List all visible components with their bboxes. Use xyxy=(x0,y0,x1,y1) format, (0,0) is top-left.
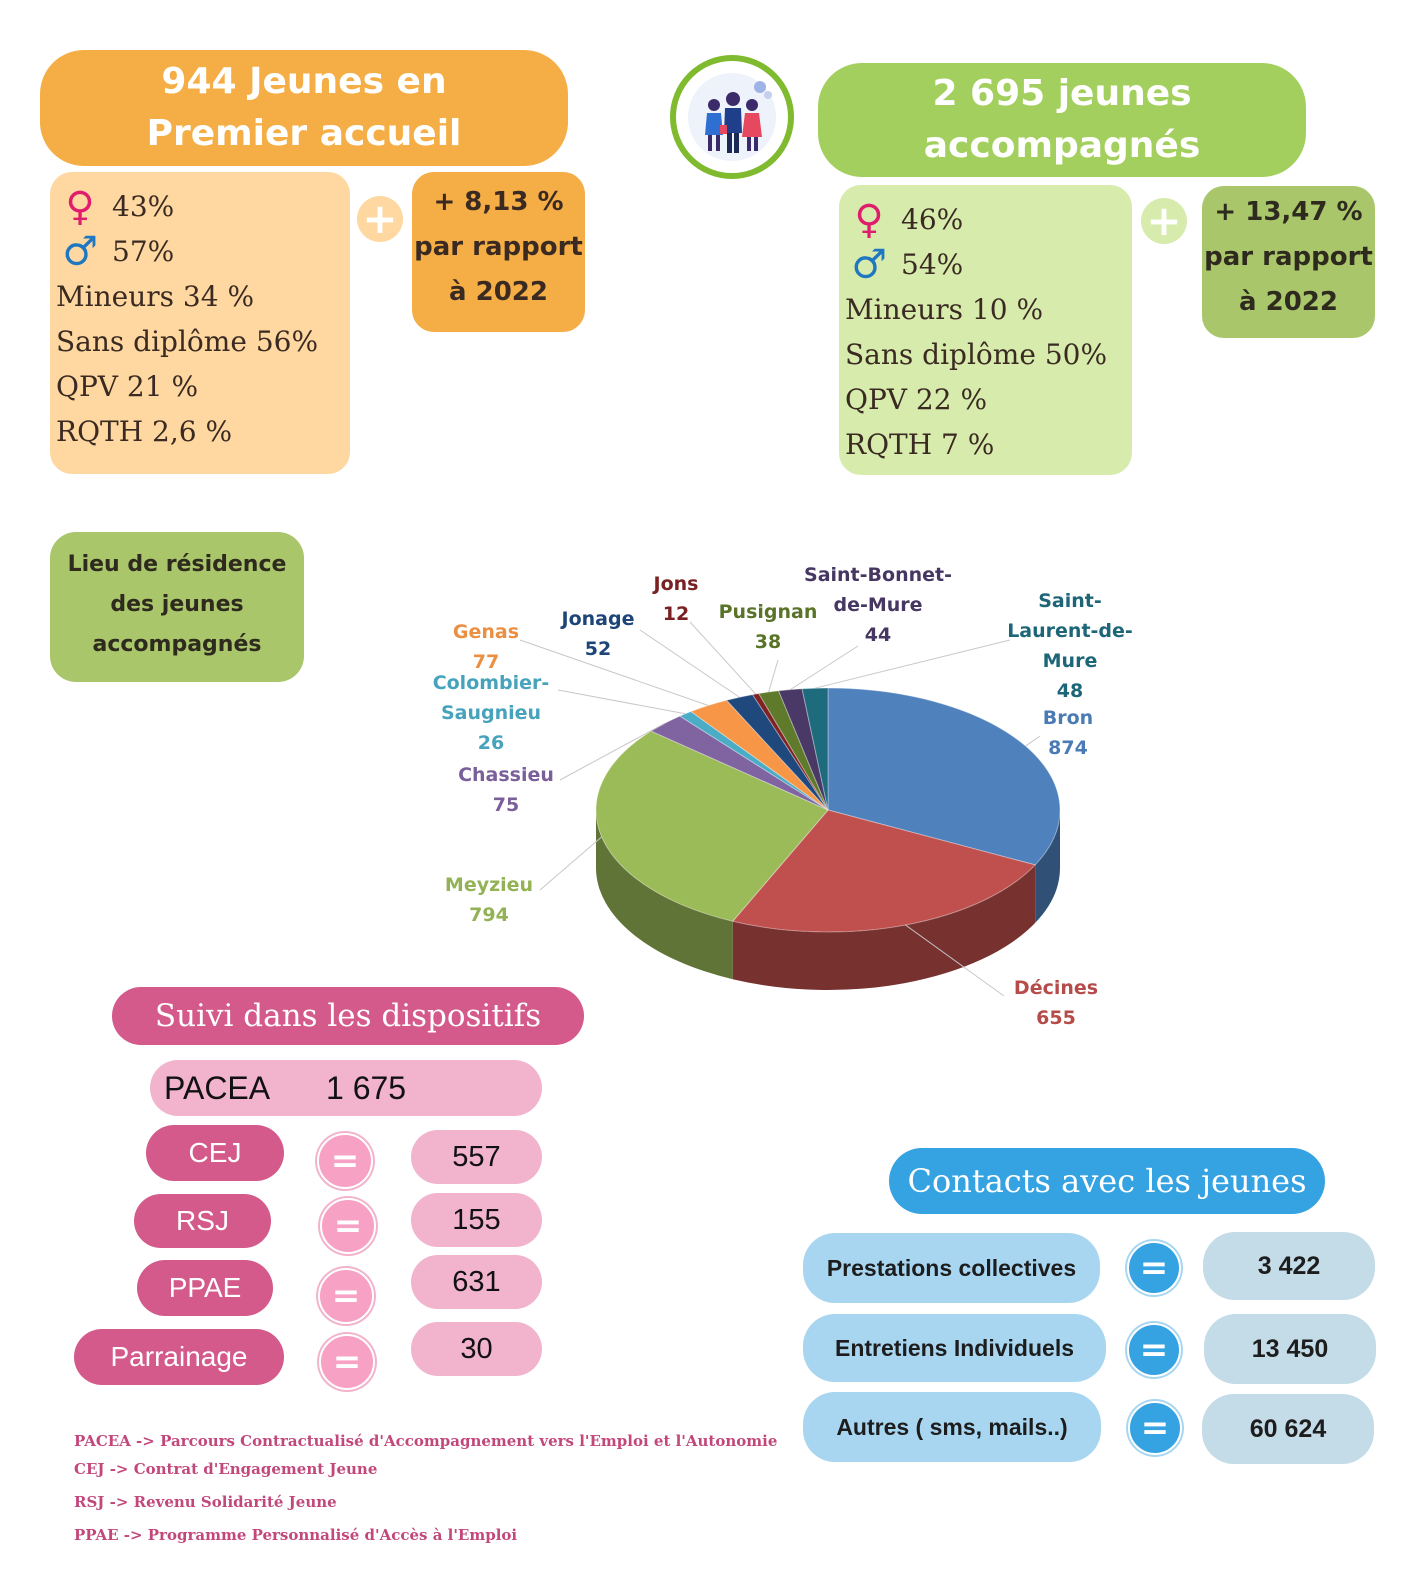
equals-circle-icon: = xyxy=(319,1334,375,1390)
equals-circle-icon: = xyxy=(320,1198,376,1254)
contact-autres-label: Autres ( sms, mails..) xyxy=(803,1392,1101,1462)
accompagnes-stat-rqth: RQTH 7 % xyxy=(845,428,995,461)
pie-label-chassieu: Chassieu 75 xyxy=(458,764,554,816)
accompagnes-title-line2: accompagnés xyxy=(923,125,1201,166)
accompagnes-stat-diplome: Sans diplôme 50% xyxy=(845,338,1108,371)
pie-leader-meyzieu xyxy=(540,837,602,890)
accueil-stat-mineurs: Mineurs 34 % xyxy=(56,280,255,313)
accompagnes-male-pct: 54% xyxy=(901,248,964,281)
pacea-value: 1 675 xyxy=(326,1069,407,1106)
equals-circle-icon: = xyxy=(317,1133,373,1189)
accueil-title xyxy=(40,50,568,166)
female-symbol-icon: ♀ xyxy=(65,182,95,230)
accueil-growth-line3: à 2022 xyxy=(449,277,548,307)
glossary-pacea: PACEA -> Parcours Contractualisé d'Accompagnement vers l'Emploi et l'Autonomie xyxy=(74,1432,778,1450)
accompagnes-growth-box xyxy=(1202,186,1375,338)
pie-label-bron: Bron 874 xyxy=(1042,707,1094,759)
accompagnes-growth-line3: à 2022 xyxy=(1239,287,1338,317)
accueil-female-row xyxy=(56,184,344,229)
plus-circle-icon: + xyxy=(1141,198,1187,244)
accueil-growth-line2: par rapport xyxy=(414,232,583,262)
accompagnes-female-row xyxy=(845,197,1126,242)
pie-label-genas: Genas 77 xyxy=(452,621,520,673)
glossary-cej: CEJ -> Contrat d'Engagement Jeune xyxy=(74,1460,378,1478)
accueil-growth-value: + 8,13 % xyxy=(433,187,564,217)
residence-label-line2: des jeunes xyxy=(110,592,244,617)
accompagnes-stats-box xyxy=(839,185,1132,475)
contacts-title: Contacts avec les jeunes xyxy=(889,1148,1325,1214)
people-group-icon xyxy=(670,55,794,179)
equals-circle-icon: = xyxy=(318,1268,374,1324)
pie-label-jons: Jons 12 xyxy=(653,573,699,625)
pie-leader-colombier-saugnieu xyxy=(558,690,685,714)
ppae-value: 631 xyxy=(411,1255,542,1309)
pie-label-colombier-saugnieu: Colombier-Saugnieu 26 xyxy=(432,672,550,754)
accompagnes-female-pct: 46% xyxy=(901,203,964,236)
contact-autres-value: 60 624 xyxy=(1202,1394,1374,1464)
residence-label-line1: Lieu de résidence xyxy=(67,552,287,577)
plus-circle-icon: + xyxy=(357,196,403,242)
accueil-male-pct: 57% xyxy=(112,235,175,268)
accueil-female-pct: 43% xyxy=(112,190,175,223)
pie-label-meyzieu: Meyzieu 794 xyxy=(444,874,534,926)
rsj-label: RSJ xyxy=(134,1194,271,1248)
pie-leader-jons xyxy=(690,622,756,694)
parrainage-label: Parrainage xyxy=(74,1329,284,1385)
contact-entretiens-value: 13 450 xyxy=(1204,1314,1376,1384)
accueil-stat-qpv: QPV 21 % xyxy=(56,370,199,403)
pie-label-saint-bonnet-de-mure: Saint-Bonnet-de-Mure 44 xyxy=(804,564,952,646)
pie-label-pusignan: Pusignan 38 xyxy=(718,601,818,653)
contact-prestations-label: Prestations collectives xyxy=(803,1233,1100,1303)
pie-label-jonage: Jonage 52 xyxy=(561,608,635,660)
accompagnes-stat-qpv: QPV 22 % xyxy=(845,383,988,416)
residence-pie-chart xyxy=(0,540,1409,1050)
accompagnes-stat-mineurs: Mineurs 10 % xyxy=(845,293,1044,326)
accompagnes-title-line1: 2 695 jeunes xyxy=(932,73,1192,114)
glossary-rsj: RSJ -> Revenu Solidarité Jeune xyxy=(74,1493,337,1511)
female-symbol-icon: ♀ xyxy=(854,195,884,243)
parrainage-value: 30 xyxy=(411,1322,542,1376)
equals-circle-icon: = xyxy=(1127,1323,1181,1377)
contact-prestations-value: 3 422 xyxy=(1203,1232,1375,1300)
pie-leader-saint-laurent-de-mure xyxy=(815,640,1010,688)
accompagnes-title xyxy=(818,63,1306,177)
male-symbol-icon: ♂ xyxy=(62,227,98,275)
ppae-label: PPAE xyxy=(137,1260,273,1316)
accueil-title-line2: Premier accueil xyxy=(146,113,462,154)
accueil-stat-diplome: Sans diplôme 56% xyxy=(56,325,319,358)
accueil-stats-box xyxy=(50,172,350,474)
glossary-ppae: PPAE -> Programme Personnalisé d'Accès à l'Emploi xyxy=(74,1526,518,1544)
residence-label-line3: accompagnés xyxy=(92,632,262,657)
dispositifs-title: Suivi dans les dispositifs xyxy=(112,987,584,1045)
contact-entretiens-label: Entretiens Individuels xyxy=(803,1314,1106,1382)
accueil-title-line1: 944 Jeunes en xyxy=(161,61,447,102)
equals-circle-icon: = xyxy=(1127,1241,1181,1295)
accueil-male-row xyxy=(56,229,344,274)
cej-label: CEJ xyxy=(146,1125,284,1181)
pacea-row xyxy=(150,1060,542,1116)
pie-leader-pusignan xyxy=(769,660,778,692)
pie-label-d-cines: Décines 655 xyxy=(1013,977,1099,1029)
accueil-stat-rqth: RQTH 2,6 % xyxy=(56,415,233,448)
accueil-growth-box xyxy=(412,172,585,332)
accompagnes-growth-value: + 13,47 % xyxy=(1214,197,1363,227)
accompagnes-growth-line2: par rapport xyxy=(1204,242,1373,272)
equals-circle-icon: = xyxy=(1128,1401,1182,1455)
cej-value: 557 xyxy=(411,1130,542,1184)
male-symbol-icon: ♂ xyxy=(851,240,887,288)
rsj-value: 155 xyxy=(411,1193,542,1247)
accompagnes-male-row xyxy=(845,242,1126,287)
pie-leader-bron xyxy=(1026,736,1040,746)
pie-label-saint-laurent-de-mure: Saint-Laurent-de-Mure 48 xyxy=(1007,590,1133,702)
pacea-label: PACEA xyxy=(164,1069,271,1106)
pie-leader-saint-bonnet-de-mure xyxy=(790,646,858,690)
